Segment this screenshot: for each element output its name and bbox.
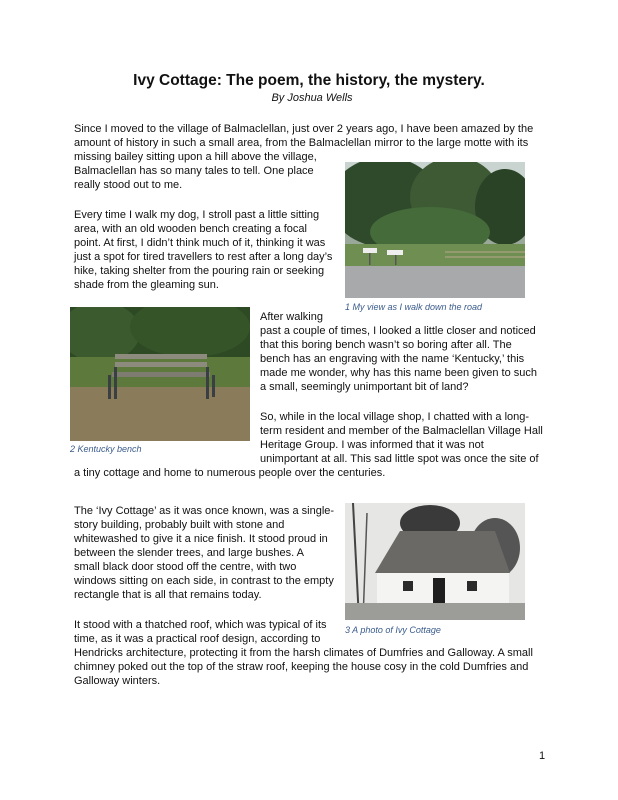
body-line: between the slender trees, and large bushes. A bbox=[74, 547, 304, 559]
figure-caption-road: 1 My view as I walk down the road bbox=[345, 302, 483, 312]
body-line: a tiny cottage and home to numerous people over the centuries. bbox=[74, 467, 386, 479]
body-line: windows sitting on each side, in contrast to the empty bbox=[74, 575, 334, 587]
page-number: 1 bbox=[539, 750, 546, 762]
ivy-cottage-photo bbox=[345, 503, 525, 620]
body-line: past a couple of times, I looked a little closer and noticed bbox=[260, 325, 536, 337]
body-line: made me wonder, why has this name been given to such bbox=[260, 367, 537, 379]
road-view-image bbox=[345, 162, 525, 298]
bench-image bbox=[70, 307, 250, 441]
body-line: rectangle that is all that remains today. bbox=[74, 589, 262, 601]
road-view-photo bbox=[345, 162, 525, 298]
body-line: bench has an engraving with the name ‘Kentucky,’ this bbox=[260, 353, 525, 365]
body-line: Galloway winters. bbox=[74, 675, 161, 687]
body-line: amount of history in such a small area, from the Balmaclellan mirror to the large motte with its bbox=[74, 137, 529, 149]
figure-caption-cottage: 3 A photo of Ivy Cottage bbox=[345, 625, 441, 635]
body-line: hike, taking shelter from the pouring rain or seeking bbox=[74, 265, 325, 277]
body-line: a small, seemingly unimportant bit of land? bbox=[260, 381, 469, 393]
body-line: unimportant at all. This sad little spot was once the site of bbox=[260, 453, 539, 465]
body-line: Hendricks architecture, protecting it from the harsh climates of Dumfries and Galloway. A small bbox=[74, 647, 533, 659]
body-line: The ‘Ivy Cottage’ as it was once known, was a single- bbox=[74, 505, 335, 517]
body-line: It stood with a thatched roof, which was typical of its bbox=[74, 619, 327, 631]
body-line: missing bailey sitting upon a hill above the village, bbox=[74, 151, 317, 163]
body-line: Every time I walk my dog, I stroll past a little sitting bbox=[74, 209, 320, 221]
document-title: Ivy Cottage: The poem, the history, the mystery. bbox=[133, 72, 485, 89]
author-byline: By Joshua Wells bbox=[271, 92, 353, 104]
body-line: point. At first, I didn’t think much of it, thinking it was bbox=[74, 237, 326, 249]
body-line: area, with an old wooden bench creating a focal bbox=[74, 223, 307, 235]
body-line: term resident and member of the Balmaclellan Village Hall bbox=[260, 425, 543, 437]
figure-caption-bench: 2 Kentucky bench bbox=[70, 444, 142, 454]
body-line: chimney poked out the top of the straw roof, keeping the house cosy in the cold Dumfries and bbox=[74, 661, 529, 673]
body-line: whitewashed to give it a nice finish. It stood proud in bbox=[74, 533, 328, 545]
body-line: really stood out to me. bbox=[74, 179, 183, 191]
body-line: Since I moved to the village of Balmaclellan, just over 2 years ago, I have been amazed by the bbox=[74, 123, 534, 135]
body-line: Heritage Group. I was informed that it was not bbox=[260, 439, 484, 451]
cottage-image bbox=[345, 503, 525, 620]
kentucky-bench-photo bbox=[70, 307, 250, 441]
body-line: shade from the gleaming sun. bbox=[74, 279, 219, 291]
body-line: small black door stood off the centre, with two bbox=[74, 561, 297, 573]
body-line: After walking bbox=[260, 311, 323, 323]
body-line: just a spot for tired travellers to rest after a long day’s bbox=[74, 251, 333, 263]
body-line: that this boring bench wasn’t so boring after all. The bbox=[260, 339, 512, 351]
body-line: time, as it was a practical roof design, according to bbox=[74, 633, 321, 645]
body-line: story building, probably built with stone and bbox=[74, 519, 285, 531]
body-line: Balmaclellan has so many tales to tell. One place bbox=[74, 165, 314, 177]
body-line: So, while in the local village shop, I chatted with a long- bbox=[260, 411, 530, 423]
